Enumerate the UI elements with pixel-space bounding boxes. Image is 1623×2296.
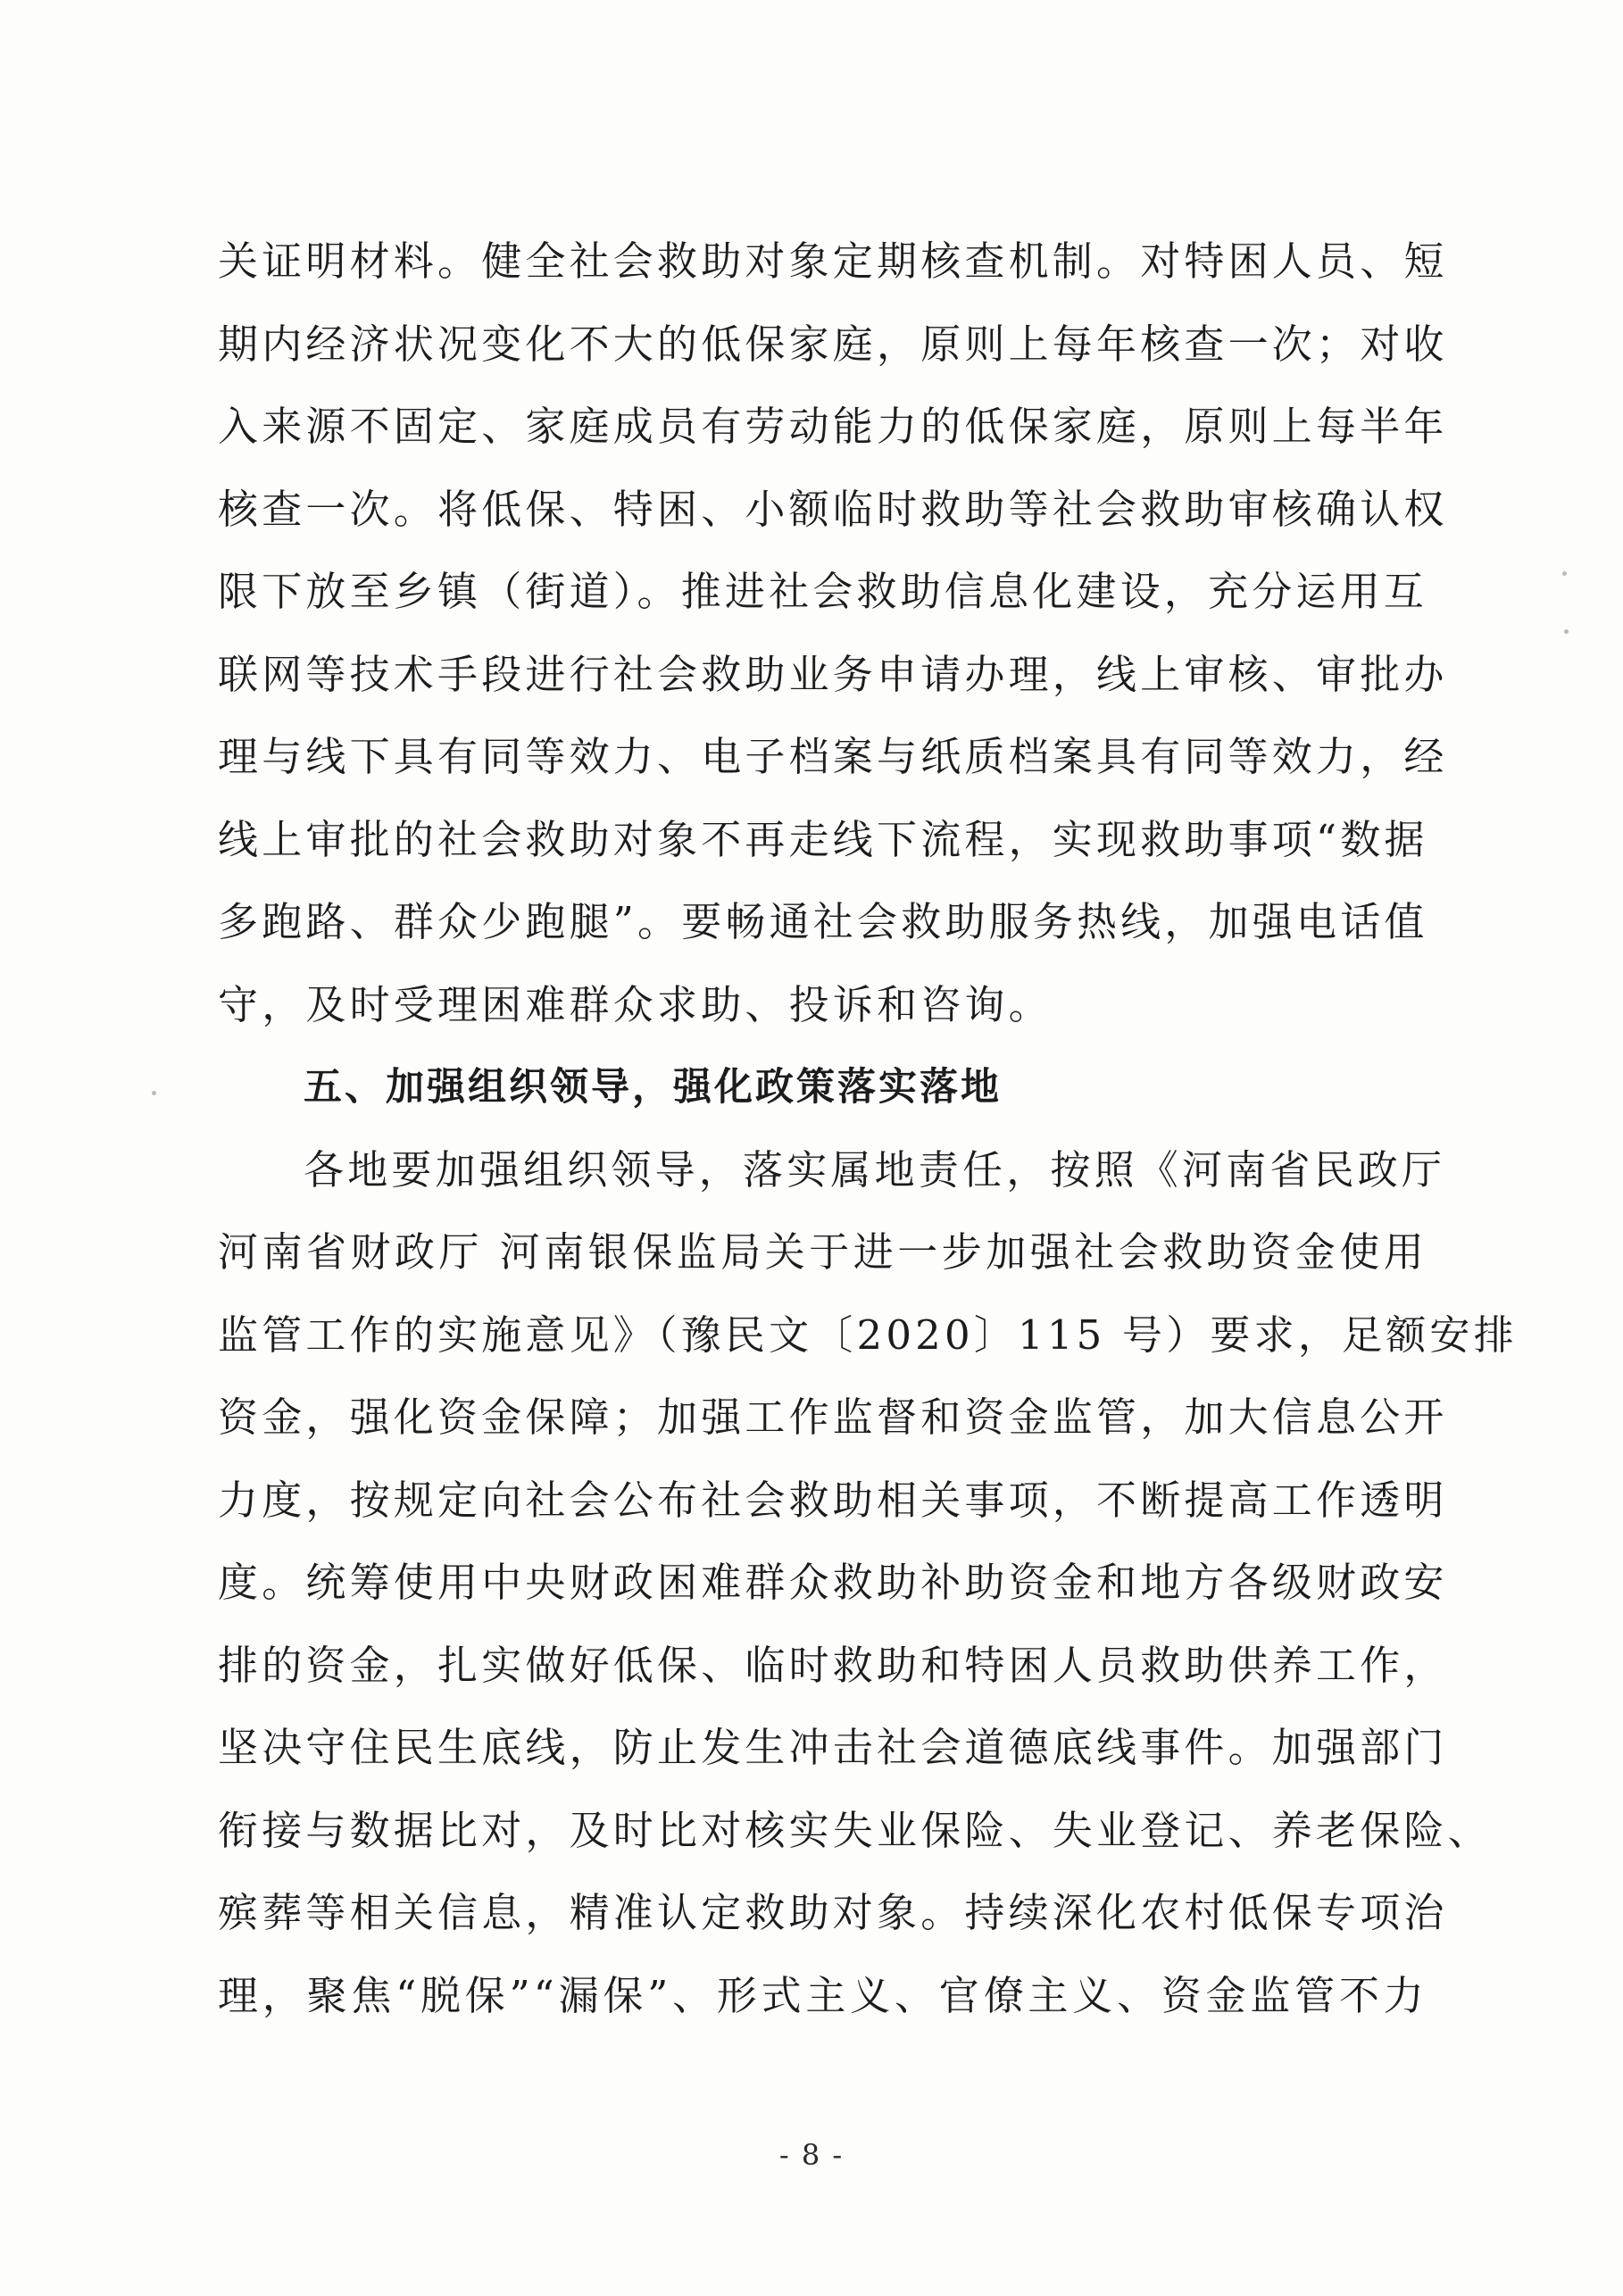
text-line-10: 守，及时受理困难群众求助、投诉和咨询。: [218, 980, 1053, 1028]
scan-speck: [1562, 571, 1567, 576]
text-line-12: 各地要加强组织领导，落实属地责任，按照《河南省民政厅: [304, 1145, 1446, 1194]
section-heading: 五、加强组织领导，强化政策落实落地: [304, 1065, 1002, 1110]
text-line-6: 联网等技术手段进行社会救助业务申请办理，线上审核、审批办: [218, 650, 1448, 698]
text-line-2: 期内经济状况变化不大的低保家庭，原则上每年核查一次；对收: [218, 320, 1448, 368]
body-text: [218, 220, 1518, 2037]
text-line-8: 线上审批的社会救助对象不再走线下流程，实现救助事项“数据: [218, 815, 1428, 863]
text-line-19: 坚决守住民生底线，防止发生冲击社会道德底线事件。加强部门: [218, 1724, 1448, 1771]
text-line-17: 度。统筹使用中央财政困难群众救助补助资金和地方各级财政安: [218, 1559, 1448, 1606]
text-line-20: 衔接与数据比对，及时比对核实失业保险、失业登记、养老保险、: [218, 1806, 1492, 1854]
scan-speck: [152, 1091, 156, 1095]
text-line-18: 排的资金，扎实做好低保、临时救助和特困人员救助供养工作，: [218, 1641, 1448, 1689]
text-line-5: 限下放至乡镇（街道）。推进社会救助信息化建设，充分运用互: [218, 568, 1428, 615]
text-line-14: 监管工作的实施意见》（豫民文〔2020〕115 号）要求，足额安排: [218, 1310, 1518, 1359]
text-line-22: 理，聚焦“脱保”“漏保”、形式主义、官僚主义、资金监管不力: [218, 1971, 1427, 2019]
text-line-7: 理与线下具有同等效力、电子档案与纸质档案具有同等效力，经: [218, 733, 1448, 780]
text-line-3: 入来源不固定、家庭成员有劳动能力的低保家庭，原则上每半年: [218, 403, 1448, 450]
page-number: - 8 -: [778, 2138, 845, 2172]
scan-speck: [1564, 629, 1569, 634]
text-line-15: 资金，强化资金保障；加强工作监督和资金监管，加大信息公开: [218, 1393, 1448, 1441]
text-line-16: 力度，按规定向社会公布社会救助相关事项，不断提高工作透明: [218, 1476, 1448, 1524]
text-line-1: 关证明材料。健全社会救助对象定期核查机制。对特困人员、短: [218, 237, 1448, 285]
text-line-9: 多跑路、群众少跑腿”。要畅通社会救助服务热线，加强电话值: [218, 898, 1428, 945]
text-line-13: 河南省财政厅 河南银保监局关于进一步加强社会救助资金使用: [218, 1228, 1427, 1276]
text-line-4: 核查一次。将低保、特困、小额临时救助等社会救助审核确认权: [218, 485, 1448, 533]
text-line-21: 殡葬等相关信息，精准认定救助对象。持续深化农村低保专项治: [218, 1889, 1448, 1936]
